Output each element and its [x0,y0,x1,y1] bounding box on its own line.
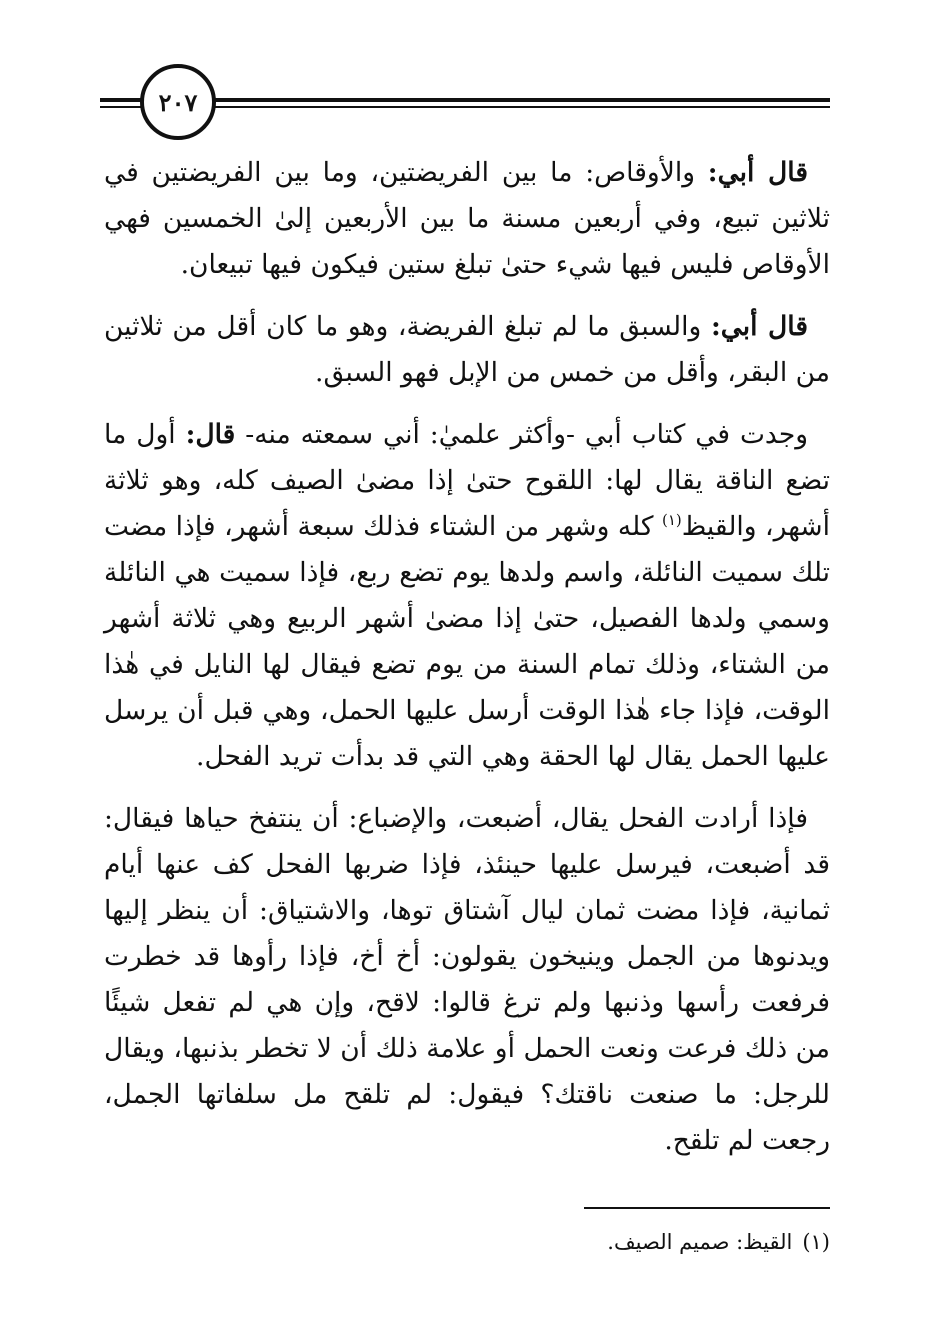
paragraph-1-lead: قال أبي: [707,157,808,188]
footnote-reference[interactable]: (١) [661,511,682,530]
paragraph-4-text: فإذا أرادت الفحل يقال، أضبعت، والإضباع: أن ينتفخ حياها فيقال: قد أضبعت، فيرسل عليها حينئذ، فإذا ضربها الفحل كف عنها أيام ثمانية، فإذا مضت ثمان ليال آشتاق توها، والاشتياق: أن ينظر إليها ويدنوها من الجمل وينيخون يقولون: أخ أخ، فإذا رأوها قد خطرت فرفعت رأسها وذنبها ولم ترغ قالوا: لاقح، وإن هي لم تفعل شيئًا من ذلك فرعت ونعت الحمل أو علامة ذلك أن لا تخطر بذنبها، ويقال للرجل: ما صنعت ناقتك؟ فيقول: لم تلقح مل سلفاتها الجمل، رجعت لم تلقح. [104,803,830,1156]
paragraph-1-text: والأوقاص: ما بين الفريضتين، وما بين الفريضتين في ثلاثين تبيع، وفي أربعين مسنة ما بين الأربعين إلىٰ الخمسين فهي الأوقاص فليس فيها شيء حتىٰ تبلغ ستين فيكون فيها تبيعان. [104,157,830,280]
paragraph-3-text-end: كله وشهر من الشتاء فذلك سبعة أشهر، فإذا مضت تلك سميت النائلة، واسم ولدها يوم تضع ربع، فإذا سميت هي النائلة وسمي ولدها الفصيل، حتىٰ إذا مضىٰ أشهر الربيع وهي ثلاثة أشهر من الشتاء، وذلك تمام السنة من يوم تضع فيقال لها النايل في هٰذا الوقت، فإذا جاء هٰذا الوقت أرسل عليها الحمل، وهي قبل أن يرسل عليها الحمل يقال لها الحقة وهي التي قد بدأت تريد الفحل. [104,511,830,772]
footnote-divider [584,1207,830,1209]
page-number-badge [140,64,216,140]
paragraph-4 [104,796,830,1164]
footnote [104,1225,830,1259]
page-header [100,62,830,142]
paragraph-2 [104,304,830,396]
page-number: ٢٠٧ [158,87,198,117]
paragraph-2-text: والسبق ما لم تبلغ الفريضة، وهو ما كان أقل من ثلاثين من البقر، وأقل من خمس من الإبل فهو السبق. [104,311,830,388]
paragraph-3-text-middle: أول ما تضع الناقة يقال لها: اللقوح حتىٰ إذا مضىٰ الصيف كله، وهو ثلاثة أشهر، والقيظ [104,419,830,542]
paragraph-2-lead: قال أبي: [710,311,808,342]
paragraph-3 [104,412,830,780]
footnote-text: القيظ: صميم الصيف. [607,1230,793,1254]
main-text [104,150,830,1180]
paragraph-1 [104,150,830,288]
paragraph-3-text-start: وجدت في كتاب أبي -وأكثر علميٰ: أني سمعته منه- [235,419,808,450]
paragraph-3-bold: قال: [185,419,236,450]
footnote-number: (١) [802,1230,830,1254]
